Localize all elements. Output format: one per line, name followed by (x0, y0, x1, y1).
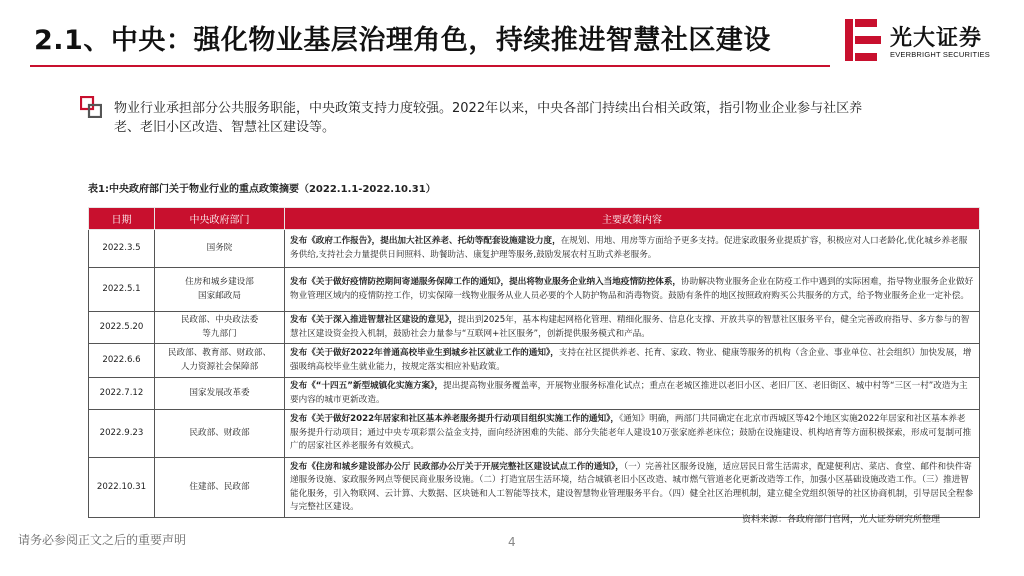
company-logo (844, 18, 1014, 64)
row-date: 2022.10.31 (89, 458, 155, 518)
intro-paragraph: 物业行业承担部分公共服务职能，中央政策支持力度较强。2022年以来，中央各部门持续出台相关政策，指引物业企业参与社区养老、老旧小区改造、智慧社区建设等。 (114, 101, 863, 135)
source-note: 资料来源：各政府部门官网，光大证券研究所整理 (741, 515, 940, 525)
everbright-logo-icon (844, 18, 884, 62)
policy-text: （一）完善社区服务设施，适应居民日常生活需求，配建便利店、菜店、食堂、邮件和快件寄递服务设施、家政服务网点等便民商业服务设施。（二）打造宜居生活环境，结合城镇老旧小区改造、城市燃气管道老化更新改造等工作，加强小区基础设施改造工作。（三）推进智能化服务，引入物联网、云计算、大数据、区块链和人工智能等技术，建设智慧物业管理服务平台。（四）健全社区治理机制，建立健全党组织领导的社区协商机制，引导居民全程参与完整社区建设。 (290, 461, 974, 512)
row-policy-content (285, 378, 980, 410)
table-row (89, 344, 980, 378)
row-policy-content (285, 268, 980, 312)
row-date: 2022.6.6 (89, 344, 155, 378)
table-row (89, 312, 980, 344)
row-department: 民政部、教育部、财政部、 人力资源社会保障部 (155, 344, 285, 378)
policy-table (88, 207, 980, 518)
table-header-row (89, 208, 980, 230)
policy-keyword: 发布《“十四五”新型城镇化实施方案》， (290, 381, 444, 391)
row-policy-content (285, 312, 980, 344)
table-row (89, 410, 980, 458)
row-department: 住建部、民政部 (155, 458, 285, 518)
policy-keyword: 发布《关于深入推进智慧社区建设的意见》， (290, 315, 458, 325)
row-date: 2022.3.5 (89, 230, 155, 268)
logo-english-name: EVERBRIGHT SECURITIES (890, 50, 990, 59)
row-date: 2022.7.12 (89, 378, 155, 410)
disclaimer: 请务必参阅正文之后的重要声明 (18, 533, 187, 547)
table-row (89, 230, 980, 268)
policy-text: 在规划、用地、用房等方面给予更多支持。促进家政服务业提质扩容，积极应对人口老龄化,优化城乡养老服务供给,支持社会力量提供日间照料、助餐助洁、康复护理等服务,鼓励发展农村互助式养老服务。 (290, 236, 968, 260)
table-caption: 表1:中央政府部门关于物业行业的重点政策摘要（2022.1.1-2022.10.31） (88, 184, 436, 195)
policy-keyword: 发布《关于做好2022年普通高校毕业生到城乡社区就业工作的通知》， (290, 348, 559, 358)
table-row (89, 458, 980, 518)
row-department: 民政部、中央政法委 等九部门 (155, 312, 285, 344)
row-date: 2022.9.23 (89, 410, 155, 458)
policy-keyword: 发布《政府工作报告》，提出加大社区养老、托幼等配套设施建设力度， (290, 236, 561, 246)
row-date: 2022.5.20 (89, 312, 155, 344)
policy-keyword: 发布《住房和城乡建设部办公厅 民政部办公厅关于开展完整社区建设试点工作的通知》， (290, 461, 624, 472)
policy-text: 提出提高物业服务覆盖率，开展物业服务标准化试点；重点在老城区推进以老旧小区、老旧厂区、老旧街区、城中村等“三区一村”改造为主要内容的城市更新改造。 (290, 381, 968, 405)
policy-text: 支持在社区提供养老、托育、家政、物业、健康等服务的机构（含企业、事业单位、社会组织）加快发展，增强吸纳高校毕业生就业能力，按规定落实相应补贴政策。 (290, 348, 972, 372)
policy-text: 协助解决物业服务企业在防疫工作中遇到的实际困难，指导物业服务企业做好物业管理区域内的疫情防控工作，切实保障一线物业服务从业人员必要的个人防护物品和消毒物资。鼓励有条件的地区按照政府购买公共服务的方式，给予物业服务企业一定补偿。 (290, 277, 974, 301)
policy-keyword: 发布《关于做好2022年居家和社区基本养老服务提升行动项目组织实施工作的通知》， (290, 414, 619, 425)
row-policy-content (285, 458, 980, 518)
header-content: 主要政策内容 (285, 208, 980, 230)
page-title: 2.1、中央：强化物业基层治理角色，持续推进智慧社区建设 (34, 25, 771, 56)
square-bullet-icon (80, 96, 102, 118)
logo-name: 光大证券 (890, 26, 983, 51)
page-number: 4 (508, 535, 516, 549)
policy-keyword: 发布《关于做好疫情防控期间寄递服务保障工作的通知》，提出将物业服务企业纳入当地疫情防控体系， (290, 277, 682, 287)
header-department: 中央政府部门 (155, 208, 285, 230)
table-row (89, 378, 980, 410)
row-policy-content (285, 410, 980, 458)
header-date: 日期 (89, 208, 155, 230)
row-department: 国务院 (155, 230, 285, 268)
policy-text: 《通知》明确，两部门共同确定在北京市西城区等42个地区实施2022年居家和社区基本养老服务提升行动项目；通过中央专项彩票公益金支持，面向经济困难的失能、部分失能老年人建设10万张家庭养老床位；鼓励在设施建设、机构培育等方面积极探索，形成可复制可推广的居家社区养老服务有效模式。 (290, 414, 972, 452)
row-department: 住房和城乡建设部 国家邮政局 (155, 268, 285, 312)
header-divider (30, 65, 830, 67)
row-policy-content (285, 344, 980, 378)
row-department: 民政部、财政部 (155, 410, 285, 458)
policy-text: 提出到2025年，基本构建起网格化管理、精细化服务、信息化支撑、开放共享的智慧社区服务平台，健全完善政府指导、多方参与的智慧社区建设资金投入机制，鼓励社会力量参与“互联网+社区服务”，创新提供服务模式和产品。 (290, 315, 970, 339)
row-department: 国家发展改革委 (155, 378, 285, 410)
table-row (89, 268, 980, 312)
row-date: 2022.5.1 (89, 268, 155, 312)
row-policy-content (285, 230, 980, 268)
